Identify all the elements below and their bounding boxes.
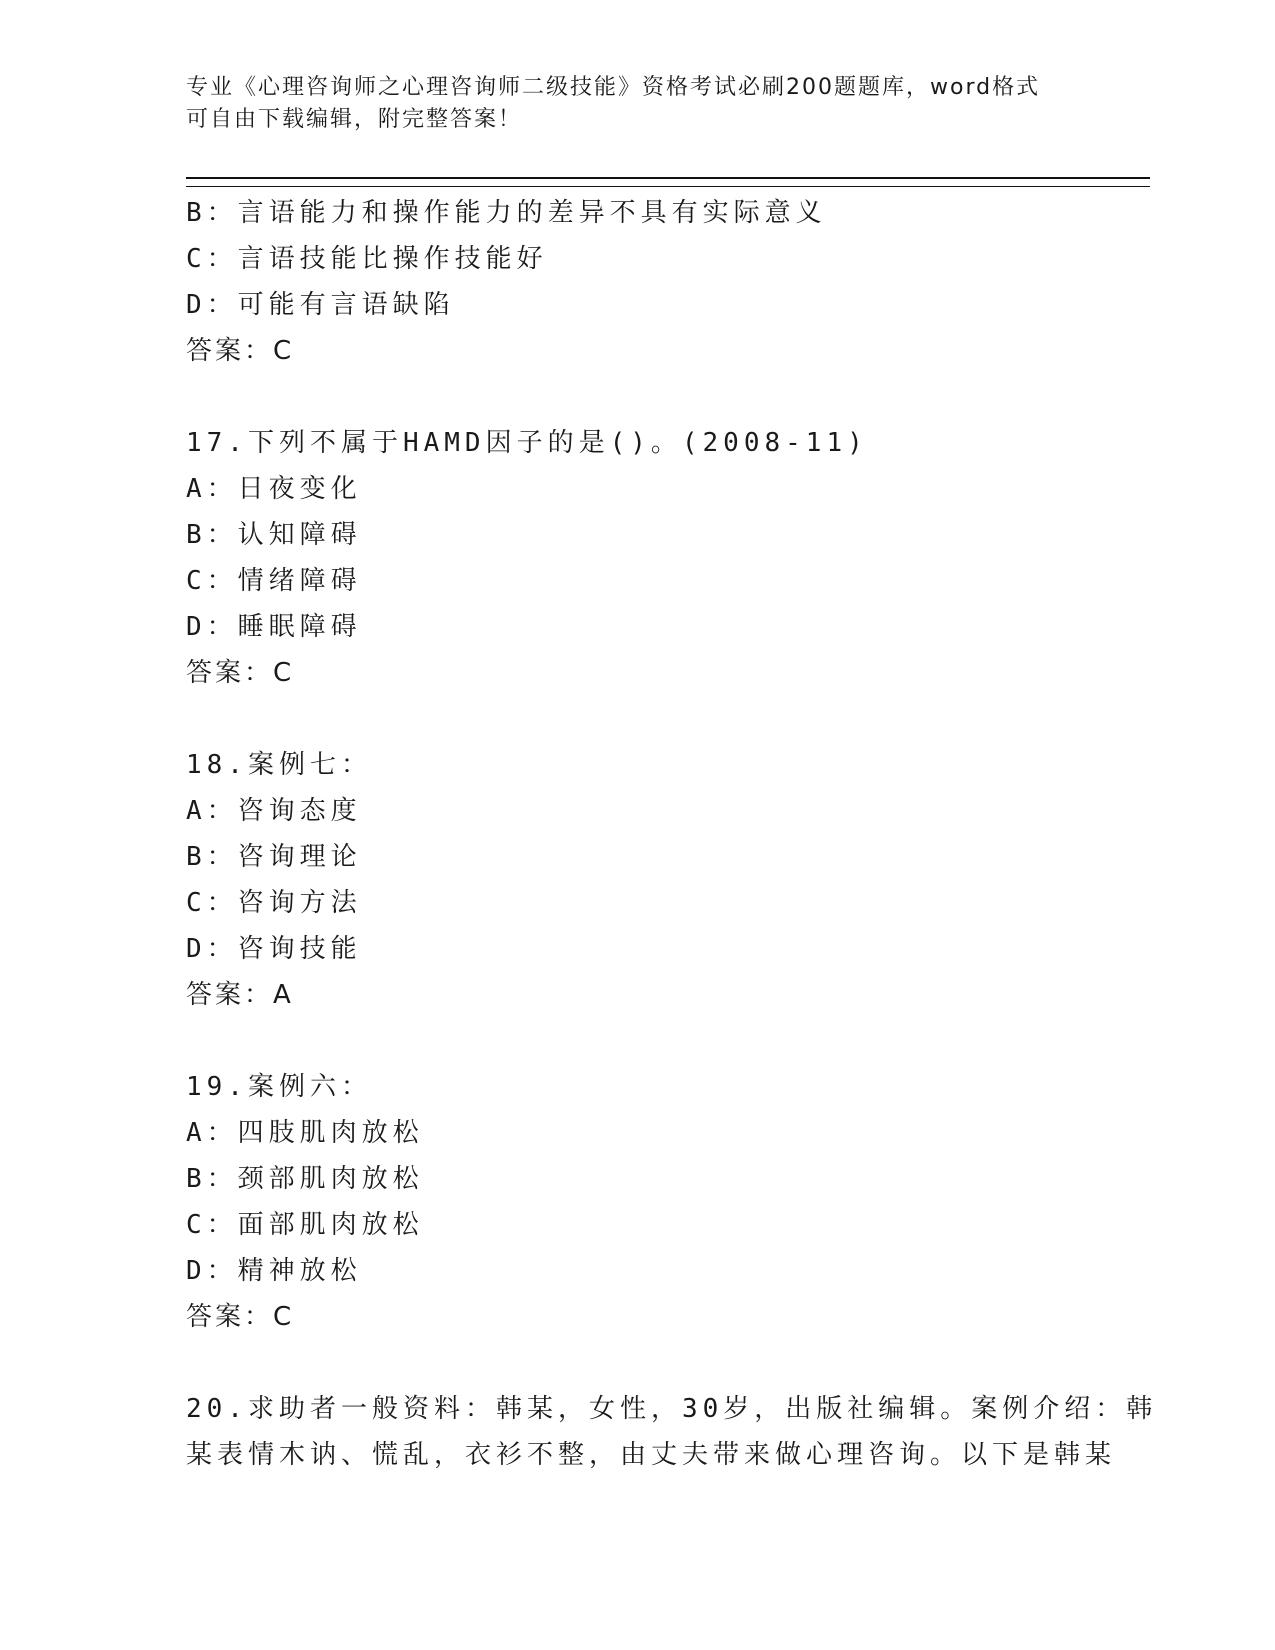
option-d: D：可能有言语缺陷 [186,290,455,320]
option-d: D：睡眠障碍 [186,612,362,642]
question-20 [186,1386,1158,1478]
question-title: 18.案例七： [186,750,372,780]
option-a: A：咨询态度 [186,796,362,826]
header-title-line2: 可自由下载编辑，附完整答案！ [186,107,523,132]
option-d: D：精神放松 [186,1256,362,1286]
answer-line: 答案：C [186,1302,295,1332]
option-d: D：咨询技能 [186,934,362,964]
question-list [186,190,1158,1478]
document-header [186,72,1086,136]
option-b: B：认知障碍 [186,520,362,550]
spacer [186,1018,1086,1064]
question-title: 17.下列不属于HAMD因子的是()。(2008-11) [186,428,868,458]
question-19 [186,1064,1086,1340]
question-title: 19.案例六： [186,1072,372,1102]
option-a: A：日夜变化 [186,474,362,504]
spacer [186,696,1086,742]
question-18 [186,742,1086,1018]
option-c: C：情绪障碍 [186,566,362,596]
spacer [186,374,1086,420]
option-b: B：言语能力和操作能力的差异不具有实际意义 [186,198,827,228]
option-c: C：言语技能比操作技能好 [186,244,548,274]
answer-line: 答案：A [186,980,294,1010]
spacer [186,1340,1086,1386]
answer-line: 答案：C [186,658,295,688]
option-c: C：面部肌肉放松 [186,1210,424,1240]
option-a: A：四肢肌肉放松 [186,1118,424,1148]
option-b: B：咨询理论 [186,842,362,872]
option-b: B：颈部肌肉放松 [186,1164,424,1194]
header-divider [186,177,1150,187]
option-c: C：咨询方法 [186,888,362,918]
question-16-tail [186,190,1086,374]
question-text-line1: 20.求助者一般资料：韩某，女性，30岁，出版社编辑。案例介绍：韩 [186,1394,1158,1424]
question-text-line2: 某表情木讷、慌乱，衣衫不整，由丈夫带来做心理咨询。以下是韩某 [186,1440,1117,1470]
question-17 [186,420,1086,696]
header-title-line1: 专业《心理咨询师之心理咨询师二级技能》资格考试必刷200题题库，word格式 [186,75,1041,100]
answer-line: 答案：C [186,336,295,366]
